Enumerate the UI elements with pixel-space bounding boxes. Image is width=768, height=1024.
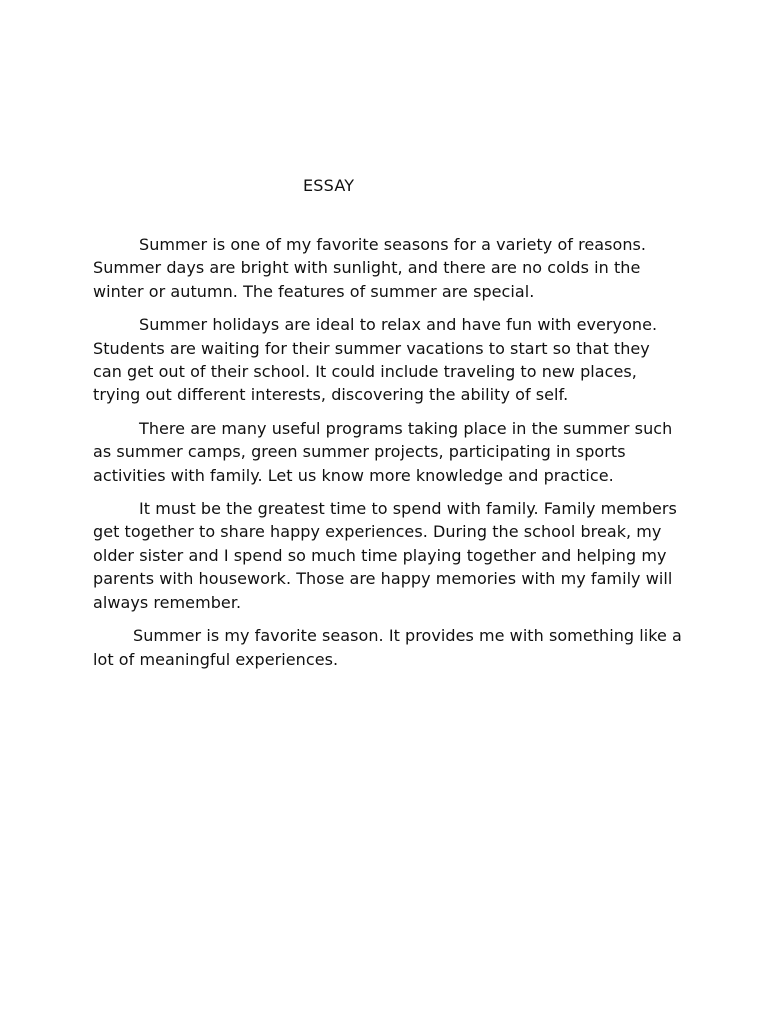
- paragraph-2: Summer holidays are ideal to relax and have fun with everyone. Students are waiting for their summer vacations to start so that they can get out of their school. It could include traveling to new places, trying out different interests, discovering the ability of self.: [93, 315, 658, 405]
- essay-title: ESSAY: [303, 176, 355, 195]
- paragraph-1: Summer is one of my favorite seasons for a variety of reasons. Summer days are bright with sunlight, and there are no colds in the winter or autumn. The features of summer are special.: [93, 235, 647, 301]
- paragraph-5: Summer is my favorite season. It provides me with something like a lot of meaningful experiences.: [93, 626, 682, 669]
- paragraph-4: It must be the greatest time to spend with family. Family members get together to share happy experiences. During the school break, my older sister and I spend so much time playing together and helping my parents with housework. Those are happy memories with my family will always remember.: [93, 499, 677, 612]
- essay-body: [93, 233, 683, 681]
- paragraph-3: There are many useful programs taking place in the summer such as summer camps, green summer projects, participating in sports activities with family. Let us know more knowledge and practice.: [93, 418, 673, 485]
